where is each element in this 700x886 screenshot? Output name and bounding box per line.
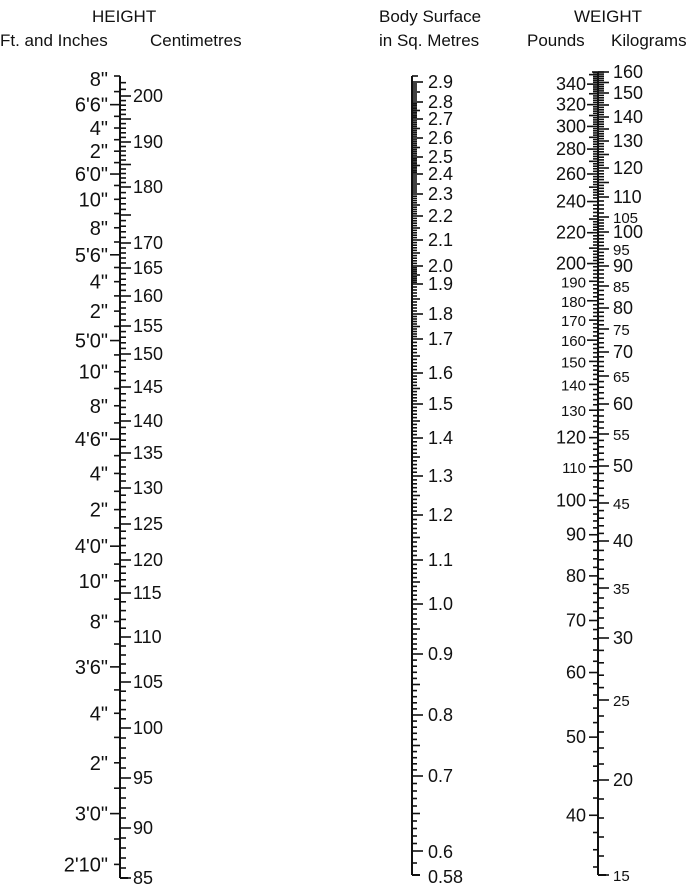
- height-cm-label: 160: [133, 286, 164, 306]
- bsa-label: 1.6: [428, 363, 454, 383]
- weight-lb-label: 70: [565, 610, 586, 631]
- height-cm-label: 120: [133, 550, 164, 570]
- height-cm-header: Centimetres: [150, 31, 242, 50]
- height-cm-label: 115: [133, 583, 162, 603]
- bsa-header-line2: in Sq. Metres: [379, 31, 480, 50]
- weight-lb-label: 90: [565, 524, 586, 545]
- height-ft-label: 4'0": [74, 536, 108, 559]
- bsa-label: 2.3: [428, 184, 454, 204]
- weight-lb-label: 260: [555, 163, 586, 184]
- height-cm-label: 105: [133, 672, 164, 692]
- height-cm-label: 135: [133, 443, 164, 463]
- weight-kg-label: 80: [613, 298, 634, 318]
- height-cm-label: 130: [133, 478, 164, 498]
- weight-kg-label: 25: [613, 693, 630, 710]
- bsa-label: 1.9: [428, 274, 454, 294]
- bsa-label: 2.5: [428, 147, 454, 167]
- height-ft-label: 10": [78, 570, 108, 593]
- height-cm-label: 200: [133, 86, 164, 106]
- height-ft-label: 2'10": [63, 854, 108, 877]
- weight-lb-label: 60: [565, 662, 586, 683]
- height-ft-label: 5'0": [74, 330, 108, 353]
- weight-lb-label: 240: [555, 191, 586, 212]
- weight-kg-label: 105: [613, 210, 639, 227]
- bsa-label: 1.7: [428, 329, 454, 349]
- bsa-label: 1.3: [428, 466, 454, 486]
- weight-kg-label: 120: [613, 158, 644, 178]
- height-ft-label: 4'6": [74, 429, 108, 452]
- weight-lb-label: 110: [562, 459, 586, 477]
- weight-kg-label: 130: [613, 131, 644, 151]
- bsa-label: 0.8: [428, 705, 454, 725]
- weight-kg-label: 50: [613, 456, 634, 476]
- bsa-label: 2.9: [428, 72, 454, 92]
- height-ft-label: 3'0": [74, 803, 108, 826]
- height-cm-label: 170: [133, 233, 164, 253]
- bsa-label: 2.4: [428, 164, 454, 184]
- height-ft-label: 8": [89, 395, 108, 418]
- height-ft-label: 8": [89, 611, 108, 634]
- bsa-label: 2.2: [428, 206, 454, 226]
- weight-kg-label: 40: [613, 531, 634, 551]
- bsa-label: 1.4: [428, 428, 454, 448]
- weight-lb-label: 170: [560, 313, 586, 331]
- weight-lb-label: 200: [555, 253, 586, 274]
- weight-lb-label: 180: [560, 293, 586, 311]
- weight-kg-label: 150: [613, 83, 644, 103]
- weight-kg-label: 30: [613, 628, 634, 648]
- height-ft-label: 2": [89, 141, 108, 164]
- height-title: HEIGHT: [92, 7, 157, 26]
- weight-kg-label: 160: [613, 62, 644, 82]
- bsa-label: 1.8: [428, 304, 454, 324]
- weight-lb-label: 50: [565, 727, 586, 748]
- height-ft-label: 4": [89, 118, 108, 141]
- bsa-label: 2.8: [428, 92, 454, 112]
- bsa-label: 1.0: [428, 594, 454, 614]
- height-ft-label: 6'6": [74, 94, 108, 117]
- weight-kg-header: Kilograms: [611, 31, 687, 50]
- height-cm-label: 150: [133, 344, 164, 364]
- height-ft-label: 2": [89, 301, 108, 324]
- height-ft-label: 4": [89, 703, 108, 726]
- height-cm-label: 190: [133, 132, 164, 152]
- height-ft-label: 6'0": [74, 164, 108, 187]
- height-cm-label: 95: [133, 768, 154, 788]
- weight-lb-label: 150: [560, 354, 586, 372]
- bsa-label: 2.6: [428, 128, 454, 148]
- weight-kg-label: 55: [613, 427, 630, 444]
- weight-lb-label: 120: [555, 427, 586, 448]
- height-cm-label: 85: [133, 868, 154, 886]
- weight-lb-label: 300: [555, 116, 586, 137]
- height-ft-label: 8": [89, 69, 108, 91]
- weight-kg-label: 85: [613, 279, 630, 296]
- bsa-label: 0.6: [428, 842, 454, 862]
- height-cm-label: 165: [133, 258, 164, 278]
- weight-kg-label: 95: [613, 242, 630, 259]
- height-cm-label: 155: [133, 316, 164, 336]
- height-cm-label: 110: [133, 627, 162, 647]
- weight-lb-label: 100: [555, 490, 586, 511]
- weight-lb-label: 320: [555, 94, 586, 115]
- bsa-header-line1: Body Surface: [379, 7, 482, 26]
- height-cm-label: 140: [133, 411, 164, 431]
- weight-kg-label: 60: [613, 394, 634, 414]
- weight-kg-label: 15: [613, 868, 630, 885]
- weight-kg-label: 75: [613, 322, 630, 339]
- weight-lb-header: Pounds: [527, 31, 585, 50]
- height-ft-header: Ft. and Inches: [0, 31, 108, 50]
- weight-lb-label: 140: [560, 377, 586, 395]
- bsa-label: 2.1: [428, 230, 454, 250]
- weight-lb-label: 40: [565, 805, 586, 826]
- height-cm-label: 125: [133, 514, 164, 534]
- bsa-label: 2.7: [428, 109, 454, 129]
- height-ft-label: 10": [78, 189, 108, 212]
- weight-kg-label: 110: [613, 187, 642, 207]
- weight-lb-label: 280: [555, 139, 586, 160]
- bsa-label: 1.5: [428, 394, 454, 414]
- height-cm-label: 100: [133, 718, 164, 738]
- weight-lb-label: 220: [555, 222, 586, 243]
- weight-kg-label: 70: [613, 342, 634, 362]
- weight-title: WEIGHT: [574, 7, 642, 26]
- height-ft-label: 10": [78, 361, 108, 384]
- weight-kg-label: 45: [613, 496, 630, 513]
- height-cm-label: 90: [133, 818, 154, 838]
- weight-kg-label: 90: [613, 256, 634, 276]
- height-ft-label: 3'6": [74, 656, 108, 679]
- bsa-label: 0.58: [428, 867, 464, 886]
- weight-lb-label: 130: [560, 403, 586, 421]
- bsa-label: 1.2: [428, 505, 454, 525]
- height-ft-label: 8": [89, 217, 108, 240]
- weight-kg-label: 35: [613, 581, 630, 598]
- height-cm-label: 145: [133, 377, 164, 397]
- weight-lb-label: 340: [555, 74, 586, 95]
- height-ft-label: 4": [89, 271, 108, 294]
- weight-lb-label: 190: [560, 274, 586, 292]
- height-ft-label: 4": [89, 463, 108, 486]
- bsa-label: 0.7: [428, 766, 454, 786]
- height-cm-label: 180: [133, 177, 164, 197]
- height-ft-label: 2": [89, 752, 108, 775]
- bsa-label: 2.0: [428, 256, 454, 276]
- weight-lb-label: 160: [560, 333, 586, 351]
- weight-kg-label: 100: [613, 222, 644, 242]
- bsa-label: 1.1: [428, 550, 454, 570]
- weight-lb-label: 80: [565, 565, 586, 586]
- weight-kg-label: 140: [613, 107, 644, 127]
- weight-kg-label: 20: [613, 770, 634, 790]
- height-ft-label: 2": [89, 499, 108, 522]
- weight-kg-label: 65: [613, 369, 630, 386]
- bsa-label: 0.9: [428, 644, 454, 664]
- height-ft-label: 5'6": [74, 244, 108, 267]
